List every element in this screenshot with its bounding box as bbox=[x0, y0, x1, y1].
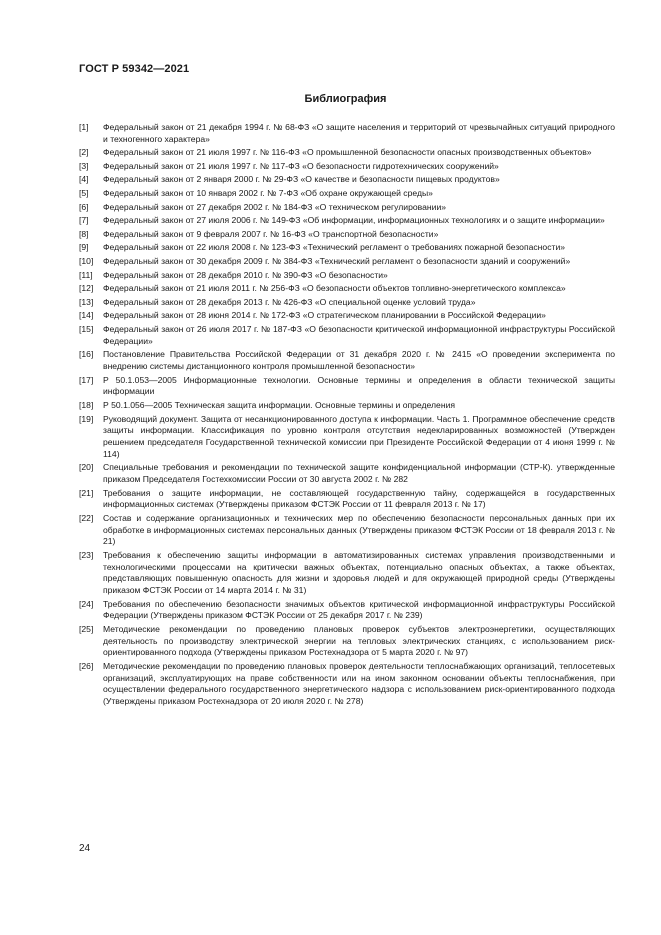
bibliography-entry-text: Федеральный закон от 22 июля 2008 г. № 123-ФЗ «Технический регламент о требованиях пожарной безопасности» bbox=[103, 242, 566, 253]
bibliography-entry-text: Федеральный закон от 27 декабря 2002 г. № 184-ФЗ «О техническом регулировании» bbox=[103, 201, 447, 212]
bibliography-entry-text: Постановление Правительства Российской Федерации от 31 декабря 2020 г. № 2415 «О проведении эксперимента по внедрению системы дистанционного контроля промышленной безопасности» bbox=[103, 349, 615, 372]
bibliography-entry-number: [11] bbox=[79, 269, 93, 280]
bibliography-entry-text: Требования о защите информации, не составляющей государственную тайну, содержащейся в государственных информационных системах (Утверждены приказом ФСТЭК России от 11 февраля 2013 г. № 17) bbox=[103, 487, 615, 510]
bibliography-entry-number: [21] bbox=[79, 487, 94, 498]
bibliography-entry-number: [24] bbox=[79, 598, 94, 609]
bibliography-entry-number: [9] bbox=[79, 242, 89, 253]
bibliography-entry-text: Федеральный закон от 21 июля 2011 г. № 256-ФЗ «О безопасности объектов топливно-энергетического комплекса» bbox=[103, 283, 566, 294]
bibliography-entry bbox=[79, 174, 615, 186]
bibliography-entry-text: Федеральный закон от 21 июля 1997 г. № 116-ФЗ «О промышленной безопасности опасных производственных объектов» bbox=[103, 147, 592, 158]
bibliography-entry bbox=[79, 122, 615, 145]
bibliography-entry bbox=[79, 188, 615, 200]
bibliography-entry bbox=[79, 550, 615, 597]
bibliography-entry bbox=[79, 242, 615, 254]
bibliography-entry-text: Федеральный закон от 2 января 2000 г. № 29-ФЗ «О качестве и безопасности пищевых продуктов» bbox=[103, 174, 500, 185]
bibliography-entry bbox=[79, 310, 615, 322]
bibliography-entry-text: Федеральный закон от 21 июля 1997 г. № 117-ФЗ «О безопасности гидротехнических сооружений» bbox=[103, 160, 499, 171]
bibliography-entry-number: [22] bbox=[79, 512, 94, 523]
bibliography-entry-text: Методические рекомендации по проведению плановых проверок деятельности теплоснабжающих организаций, теплосетевых организаций, эксплуатирующих на праве собственности или на ином законном основании объекты теплоснабжения, при осуществлении федерального государственного энергетического надзора с использованием риск-ориентированного подхода (Утверждены приказом Ростехнадзора от 20 июля 2020 г. № 278) bbox=[103, 660, 615, 706]
bibliography-entry bbox=[79, 229, 615, 241]
bibliography-entry bbox=[79, 599, 615, 622]
bibliography-entry-text: Федеральный закон от 21 декабря 1994 г. № 68-ФЗ «О защите населения и территорий от чрезвычайных ситуаций природного и техногенного характера» bbox=[103, 122, 615, 144]
bibliography-entry bbox=[79, 513, 615, 548]
bibliography-entry-text: Требования по обеспечению безопасности значимых объектов критической информационной инфраструктуры Российской Федерации (Утверждены приказом ФСТЭК России от 25 декабря 2017 г. № 239) bbox=[103, 598, 615, 621]
bibliography-entry bbox=[79, 400, 615, 412]
bibliography-entry bbox=[79, 215, 615, 227]
bibliography-entry-text: Федеральный закон от 30 декабря 2009 г. № 384-ФЗ «Технический регламент о безопасности зданий и сооружений» bbox=[103, 256, 571, 267]
bibliography-entry bbox=[79, 349, 615, 372]
bibliography-entry bbox=[79, 270, 615, 282]
bibliography-entry bbox=[79, 661, 615, 708]
bibliography-entry-number: [12] bbox=[79, 283, 94, 294]
bibliography-entry-number: [13] bbox=[79, 296, 94, 307]
bibliography-entry-text: Состав и содержание организационных и технических мер по обеспечению безопасности персональных данных при их обработке в информационных системах персональных данных (Утверждены приказом ФСТЭК России от 18 февраля 2013 г. № 21) bbox=[103, 512, 615, 547]
bibliography-entry bbox=[79, 283, 615, 295]
bibliography-entry-text: Федеральный закон от 10 января 2002 г. № 7-ФЗ «Об охране окружающей среды» bbox=[103, 188, 433, 199]
bibliography-entry-number: [17] bbox=[79, 374, 94, 385]
bibliography-entry-number: [25] bbox=[79, 623, 94, 634]
bibliography-entry-number: [6] bbox=[79, 201, 89, 212]
bibliography-entry-text: Руководящий документ. Защита от несанкционированного доступа к информации. Часть 1. Программное обеспечение средств защиты информации. Классификация по уровню контроля отсутствия недекларированных возможностей (Утвержден решением председателя Государственной технической комиссии при Президенте Российской Федерации от 4 июня 1999 г. № 114) bbox=[103, 413, 615, 459]
page-number: 24 bbox=[79, 843, 91, 854]
bibliography-entry-number: [3] bbox=[79, 160, 89, 171]
bibliography-list bbox=[79, 122, 615, 710]
bibliography-entry bbox=[79, 624, 615, 659]
bibliography-entry bbox=[79, 202, 615, 214]
bibliography-entry bbox=[79, 297, 615, 309]
bibliography-entry-text: Р 50.1.056—2005 Техническая защита информации. Основные термины и определения bbox=[103, 399, 456, 410]
bibliography-title: Библиография bbox=[304, 93, 387, 105]
bibliography-entry-text: Р 50.1.053—2005 Информационные технологии. Основные термины и определения в области технической защиты информации bbox=[103, 374, 615, 397]
bibliography-entry-number: [1] bbox=[79, 122, 89, 132]
bibliography-entry-number: [18] bbox=[79, 399, 94, 410]
bibliography-entry bbox=[79, 375, 615, 398]
bibliography-entry-number: [19] bbox=[79, 413, 94, 424]
bibliography-entry-number: [7] bbox=[79, 215, 89, 226]
standard-code-header: ГОСТ Р 59342—2021 bbox=[79, 63, 190, 75]
bibliography-entry-text: Федеральный закон от 28 декабря 2013 г. № 426-ФЗ «О специальной оценке условий труда» bbox=[103, 296, 476, 307]
bibliography-entry bbox=[79, 256, 615, 268]
bibliography-entry-number: [10] bbox=[79, 256, 94, 267]
bibliography-entry-number: [8] bbox=[79, 228, 89, 239]
bibliography-entry-text: Федеральный закон от 26 июля 2017 г. № 187-ФЗ «О безопасности критической информационной инфраструктуры Российской Федерации» bbox=[103, 324, 615, 346]
bibliography-entry bbox=[79, 488, 615, 511]
bibliography-entry bbox=[79, 147, 615, 159]
bibliography-entry bbox=[79, 324, 615, 347]
bibliography-entry-text: Федеральный закон от 28 июня 2014 г. № 172-ФЗ «О стратегическом планировании в Российской Федерации» bbox=[103, 310, 546, 321]
bibliography-entry-number: [14] bbox=[79, 310, 94, 321]
bibliography-entry-number: [15] bbox=[79, 324, 94, 335]
bibliography-entry bbox=[79, 161, 615, 173]
bibliography-entry-text: Методические рекомендации по проведению плановых проверок субъектов электроэнергетики, осуществляющих деятельность по производству электрической энергии на тепловых электрических станциях, с использованием риск-ориентированного подхода (Утверждены приказом Ростехнадзора от 5 марта 2020 г. № 97) bbox=[103, 623, 615, 658]
bibliography-entry-number: [23] bbox=[79, 549, 94, 560]
bibliography-entry-text: Требования к обеспечению защиты информации в автоматизированных системах управления производственными и технологическими процессами на критически важных объектах, потенциально опасных объектах, а также объектах, представляющих повышенную опасность для жизни и здоровья людей и для окружающей природной среды (Утверждены приказом ФСТЭК России от 14 марта 2014 г. № 31) bbox=[103, 549, 615, 595]
bibliography-entry-number: [4] bbox=[79, 174, 89, 185]
bibliography-entry-number: [20] bbox=[79, 462, 94, 473]
bibliography-entry-text: Федеральный закон от 28 декабря 2010 г. № 390-ФЗ «О безопасности» bbox=[103, 269, 388, 280]
bibliography-entry-number: [5] bbox=[79, 188, 89, 199]
bibliography-entry-text: Федеральный закон от 27 июля 2006 г. № 149-ФЗ «Об информации, информационных технологиях и о защите информации» bbox=[103, 215, 605, 226]
bibliography-entry-number: [16] bbox=[79, 349, 94, 360]
bibliography-entry bbox=[79, 414, 615, 461]
bibliography-entry-text: Специальные требования и рекомендации по технической защите конфиденциальной информации (СТР-К). утвержденные приказом Председателя Гостехкомиссии России от 30 августа 2002 г. № 282 bbox=[103, 462, 615, 484]
bibliography-entry bbox=[79, 462, 615, 485]
bibliography-entry-text: Федеральный закон от 9 февраля 2007 г. № 16-ФЗ «О транспортной безопасности» bbox=[103, 228, 439, 239]
bibliography-entry-number: [26] bbox=[79, 660, 94, 671]
bibliography-entry-number: [2] bbox=[79, 147, 89, 158]
